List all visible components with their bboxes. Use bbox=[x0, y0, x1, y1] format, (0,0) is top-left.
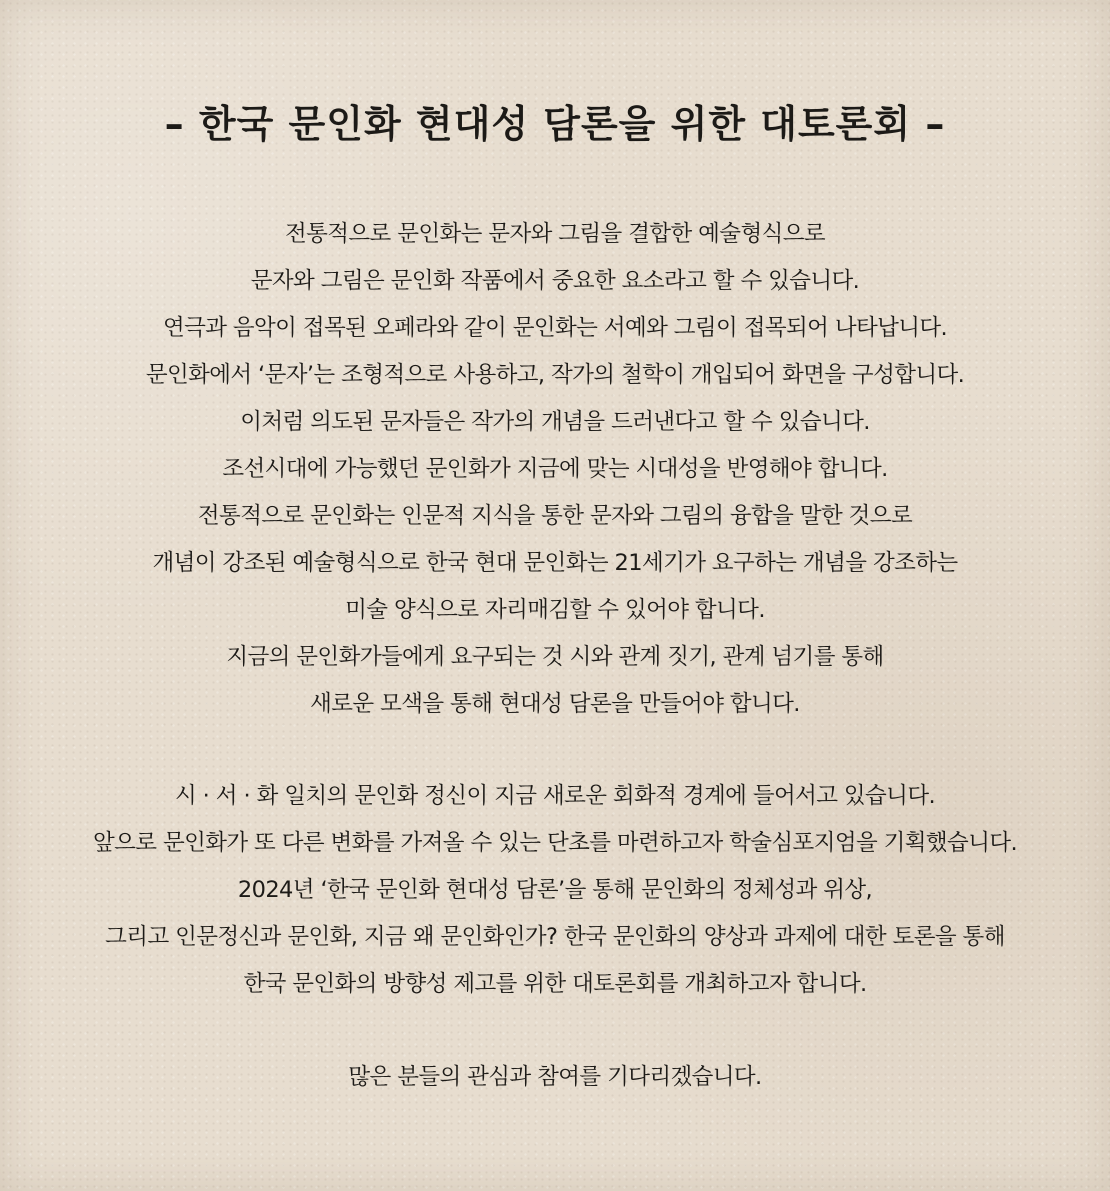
text-line: 지금의 문인화가들에게 요구되는 것 시와 관계 짓기, 관계 넘기를 통해 bbox=[226, 644, 884, 670]
symposium-paragraph bbox=[0, 773, 1110, 1008]
text-line: 연극과 음악이 접목된 오페라와 같이 문인화는 서예와 그림이 접목되어 나타납니다. bbox=[162, 315, 948, 341]
page-title: – 한국 문인화 현대성 담론을 위한 대토론회 – bbox=[164, 102, 946, 146]
text-line: 한국 문인화의 방향성 제고를 위한 대토론회를 개최하고자 합니다. bbox=[243, 971, 867, 997]
text-line: 전통적으로 문인화는 인문적 지식을 통한 문자와 그림의 융합을 말한 것으로 bbox=[197, 503, 913, 529]
text-line: 그리고 인문정신과 문인화, 지금 왜 문인화인가? 한국 문인화의 양상과 과제에 대한 토론을 통해 bbox=[105, 924, 1005, 950]
text-line: 이처럼 의도된 문자들은 작가의 개념을 드러낸다고 할 수 있습니다. bbox=[240, 409, 870, 435]
text-line: 개념이 강조된 예술형식으로 한국 현대 문인화는 21세기가 요구하는 개념을 강조하는 bbox=[152, 550, 958, 576]
text-line: 시 · 서 · 화 일치의 문인화 정신이 지금 새로운 회화적 경계에 들어서고 있습니다. bbox=[174, 783, 936, 809]
text-line: 미술 양식으로 자리매김할 수 있어야 합니다. bbox=[345, 597, 765, 623]
text-line: 조선시대에 가능했던 문인화가 지금에 맞는 시대성을 반영해야 합니다. bbox=[222, 456, 888, 482]
text-line: 앞으로 문인화가 또 다른 변화를 가져올 수 있는 단초를 마련하고자 학술심포지엄을 기획했습니다. bbox=[92, 830, 1018, 856]
closing-paragraph bbox=[0, 1054, 1110, 1101]
text-line: 새로운 모색을 통해 현대성 담론을 만들어야 합니다. bbox=[310, 691, 800, 717]
text-line: 전통적으로 문인화는 문자와 그림을 결합한 예술형식으로 bbox=[284, 221, 825, 247]
text-line: 2024년 ‘한국 문인화 현대성 담론’을 통해 문인화의 정체성과 위상, bbox=[237, 877, 873, 903]
text-line: 문자와 그림은 문인화 작품에서 중요한 요소라고 할 수 있습니다. bbox=[250, 268, 860, 294]
text-line: 많은 분들의 관심과 참여를 기다리겠습니다. bbox=[348, 1064, 762, 1090]
text-line: 문인화에서 ‘문자’는 조형적으로 사용하고, 작가의 철학이 개입되어 화면을 구성합니다. bbox=[145, 362, 965, 388]
intro-paragraph bbox=[0, 211, 1110, 728]
